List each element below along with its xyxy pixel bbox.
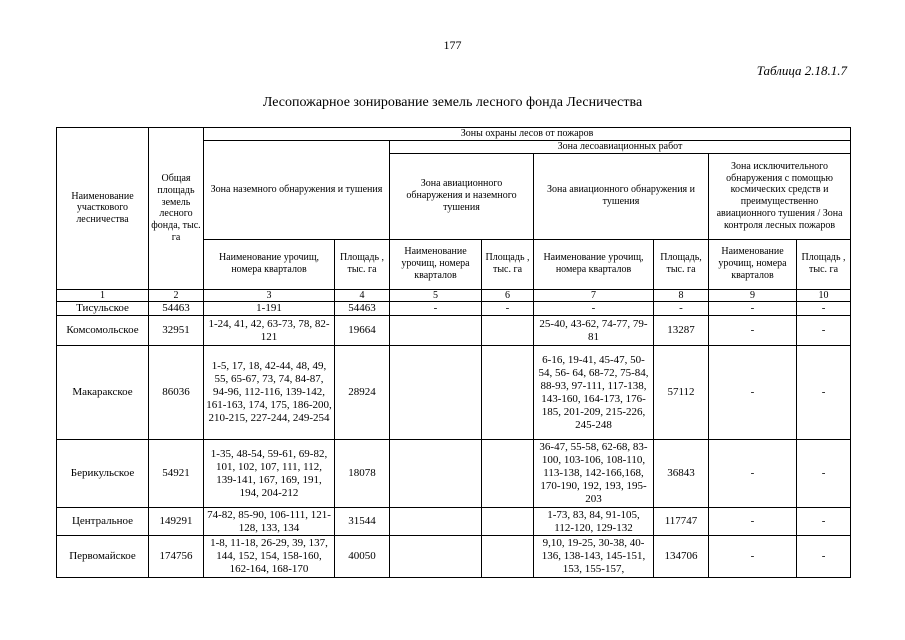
row-name: Берикульское [57,440,149,508]
row-c4: 54463 [335,302,390,316]
header-zones: Зоны охраны лесов от пожаров [204,128,851,141]
row-c3: 1-191 [204,302,335,316]
row-c10: - [797,508,851,536]
header-aviation-zone: Зона авиационного обнаружения и тушения [534,153,709,239]
row-total: 174756 [149,536,204,578]
row-c8: - [654,302,709,316]
header-area-total: Общая площадь земель лесного фонда, тыс. га [149,128,204,290]
row-name: Центральное [57,508,149,536]
table-row [57,302,851,316]
header-col9: Наименование урочищ, номера кварталов [709,239,797,289]
row-c4: 31544 [335,508,390,536]
header-col3: Наименование урочищ, номера кварталов [204,239,335,289]
header-aviation-ground-zone: Зона авиационного обнаружения и наземного тушения [390,153,534,239]
header-aviation-works: Зона лесоавиационных работ [390,140,851,153]
header-space-zone: Зона исключительного обнаружения с помощью космических средств и преимущественно авиационного тушения / Зона контроля лесных пожаров [709,153,851,239]
header-col6: Площадь , тыс. га [482,239,534,289]
table-row [57,508,851,536]
row-total: 54463 [149,302,204,316]
header-col7: Наименование урочищ, номера кварталов [534,239,654,289]
row-c9: - [709,302,797,316]
row-c7: 9,10, 19-25, 30-38, 40-136, 138-143, 145-151, 153, 155-157, [534,536,654,578]
row-c3: 74-82, 85-90, 106-111, 121-128, 133, 134 [204,508,335,536]
row-name: Комсомольское [57,316,149,346]
row-total: 54921 [149,440,204,508]
header-col10: Площадь , тыс. га [797,239,851,289]
row-c7: - [534,302,654,316]
header-ground-zone: Зона наземного обнаружения и тушения [204,140,390,239]
row-c5 [390,440,482,508]
page-number: 177 [443,38,462,52]
column-number: 4 [335,289,390,302]
row-c4: 40050 [335,536,390,578]
row-c10: - [797,440,851,508]
row-c9: - [709,508,797,536]
row-c4: 18078 [335,440,390,508]
forest-fire-zoning-table [56,127,851,578]
column-number: 10 [797,289,851,302]
row-c3: 1-35, 48-54, 59-61, 69-82, 101, 102, 107, 111, 112, 139-141, 167, 169, 191, 194, 204-212 [204,440,335,508]
table-row [57,536,851,578]
row-c10: - [797,316,851,346]
row-c7: 25-40, 43-62, 74-77, 79-81 [534,316,654,346]
column-number: 6 [482,289,534,302]
row-c6 [482,508,534,536]
row-c7: 1-73, 83, 84, 91-105, 112-120, 129-132 [534,508,654,536]
row-c7: 36-47, 55-58, 62-68, 83-100, 103-106, 108-110, 113-138, 142-166,168, 170-190, 192, 193, 195-203 [534,440,654,508]
row-c9: - [709,536,797,578]
row-c4: 19664 [335,316,390,346]
column-number: 3 [204,289,335,302]
row-c3: 1-24, 41, 42, 63-73, 78, 82-121 [204,316,335,346]
header-name: Наименование участкового лесничества [57,128,149,290]
row-c6 [482,536,534,578]
row-c5 [390,536,482,578]
row-c6 [482,346,534,440]
column-number: 9 [709,289,797,302]
column-number: 8 [654,289,709,302]
row-c5 [390,508,482,536]
header-col8: Площадь, тыс. га [654,239,709,289]
row-total: 32951 [149,316,204,346]
row-c6 [482,440,534,508]
column-number: 7 [534,289,654,302]
row-c9: - [709,316,797,346]
row-name: Макаракское [57,346,149,440]
row-c10: - [797,302,851,316]
row-c8: 117747 [654,508,709,536]
row-c5 [390,316,482,346]
row-c5: - [390,302,482,316]
row-c8: 134706 [654,536,709,578]
column-number: 5 [390,289,482,302]
header-col4: Площадь , тыс. га [335,239,390,289]
row-c10: - [797,536,851,578]
row-c6 [482,316,534,346]
row-c7: 6-16, 19-41, 45-47, 50-54, 56- 64, 68-72, 75-84, 88-93, 97-111, 117-138, 143-160, 164-173, 176-185, 201-209, 215-226, 245-248 [534,346,654,440]
table-title: Лесопожарное зонирование земель лесного фонда Лесничества [262,95,643,110]
row-c8: 57112 [654,346,709,440]
row-name: Первомайское [57,536,149,578]
table-row [57,316,851,346]
row-c3: 1-8, 11-18, 26-29, 39, 137, 144, 152, 154, 158-160, 162-164, 168-170 [204,536,335,578]
column-number: 1 [57,289,149,302]
table-row [57,440,851,508]
row-c8: 36843 [654,440,709,508]
row-total: 149291 [149,508,204,536]
row-total: 86036 [149,346,204,440]
header-col5: Наименование урочищ, номера кварталов [390,239,482,289]
row-c9: - [709,346,797,440]
table-reference: Таблица 2.18.1.7 [756,63,847,78]
row-c5 [390,346,482,440]
row-c4: 28924 [335,346,390,440]
row-c9: - [709,440,797,508]
row-c10: - [797,346,851,440]
row-c8: 13287 [654,316,709,346]
column-number: 2 [149,289,204,302]
column-number-row [57,289,851,302]
row-name: Тисульское [57,302,149,316]
table-row [57,346,851,440]
row-c6: - [482,302,534,316]
row-c3: 1-5, 17, 18, 42-44, 48, 49, 55, 65-67, 73, 74, 84-87, 94-96, 112-116, 139-142, 161-163, 174, 175, 186-200, 210-215, 227-244, 249-254 [204,346,335,440]
